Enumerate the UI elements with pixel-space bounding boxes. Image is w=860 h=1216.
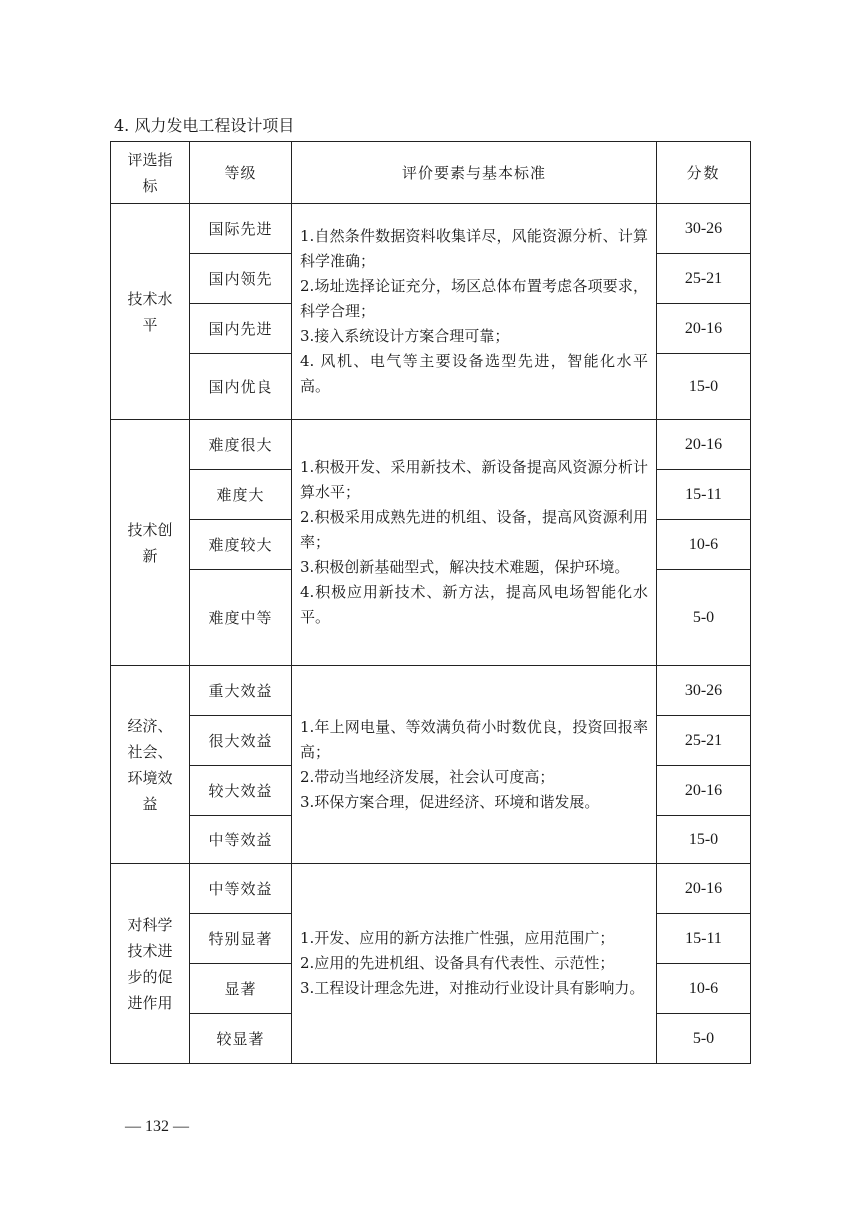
criteria-item: 2.应用的先进机组、设备具有代表性、示范性； [300, 954, 615, 972]
criteria-item: 3.环保方案合理，促进经济、环境和谐发展。 [300, 792, 600, 811]
header-indicator: 评选指标 [111, 142, 190, 204]
score-cell: 15-11 [657, 914, 751, 964]
grade-cell: 较显著 [190, 1014, 292, 1064]
criteria-item: 1.开发、应用的新方法推广性强，应用范围广； [300, 929, 615, 947]
criteria-item: 2.场址选择论证充分，场区总体布置考虑各项要求，科学合理； [300, 277, 648, 320]
indicator-cell: 对科学技术进步的促进作用 [111, 864, 190, 1064]
grade-cell: 国内优良 [190, 354, 292, 420]
criteria-cell [292, 666, 657, 864]
grade-cell: 显著 [190, 964, 292, 1014]
score-cell: 30-26 [657, 666, 751, 716]
score-cell: 20-16 [657, 766, 751, 816]
indicator-cell: 技术水平 [111, 204, 190, 420]
criteria-item: 3.工程设计理念先进，对推动行业设计具有影响力。 [300, 979, 645, 997]
score-cell: 15-0 [657, 354, 751, 420]
criteria-item: 1.自然条件数据资料收集详尽，风能资源分析、计算科学准确； [300, 227, 648, 270]
header-criteria: 评价要素与基本标准 [292, 142, 657, 204]
table-row [111, 666, 751, 716]
table-row [111, 420, 751, 470]
score-cell: 25-21 [657, 716, 751, 766]
grade-cell: 很大效益 [190, 716, 292, 766]
grade-cell: 难度较大 [190, 520, 292, 570]
score-cell: 25-21 [657, 254, 751, 304]
grade-cell: 难度很大 [190, 420, 292, 470]
evaluation-table [110, 141, 751, 1064]
criteria-item: 2.积极采用成熟先进的机组、设备，提高风资源利用率； [300, 508, 648, 551]
table-row [111, 204, 751, 254]
score-cell: 30-26 [657, 204, 751, 254]
score-cell: 20-16 [657, 304, 751, 354]
score-cell: 15-0 [657, 816, 751, 864]
grade-cell: 国内先进 [190, 304, 292, 354]
score-cell: 10-6 [657, 964, 751, 1014]
grade-cell: 难度大 [190, 470, 292, 520]
criteria-item: 3.积极创新基础型式，解决技术难题，保护环境。 [300, 558, 630, 576]
score-cell: 5-0 [657, 570, 751, 666]
criteria-item: 1.积极开发、采用新技术、新设备提高风资源分析计算水平； [300, 458, 648, 501]
section-heading: 4. 风力发电工程设计项目 [114, 116, 295, 135]
grade-cell: 较大效益 [190, 766, 292, 816]
table-header-row [111, 142, 751, 204]
table-row [111, 864, 751, 914]
grade-cell: 国内领先 [190, 254, 292, 304]
criteria-cell [292, 204, 657, 420]
table-body [111, 204, 751, 1064]
score-cell: 15-11 [657, 470, 751, 520]
header-grade: 等级 [190, 142, 292, 204]
indicator-cell: 技术创新 [111, 420, 190, 666]
score-cell: 5-0 [657, 1014, 751, 1064]
criteria-item: 3.接入系统设计方案合理可靠； [300, 327, 510, 345]
grade-cell: 特别显著 [190, 914, 292, 964]
grade-cell: 中等效益 [190, 816, 292, 864]
page-number: — 132 — [125, 1118, 189, 1135]
grade-cell: 重大效益 [190, 666, 292, 716]
header-score: 分数 [657, 142, 751, 204]
criteria-cell [292, 864, 657, 1064]
grade-cell: 国际先进 [190, 204, 292, 254]
criteria-cell [292, 420, 657, 666]
score-cell: 10-6 [657, 520, 751, 570]
score-cell: 20-16 [657, 864, 751, 914]
grade-cell: 中等效益 [190, 864, 292, 914]
grade-cell: 难度中等 [190, 570, 292, 666]
indicator-cell: 经济、社会、环境效益 [111, 666, 190, 864]
criteria-item: 4. 风机、电气等主要设备选型先进，智能化水平高。 [300, 352, 648, 395]
score-cell: 20-16 [657, 420, 751, 470]
criteria-item: 2.带动当地经济发展，社会认可度高； [300, 767, 555, 786]
criteria-item: 4.积极应用新技术、新方法，提高风电场智能化水平。 [300, 583, 648, 626]
criteria-item: 1.年上网电量、等效满负荷小时数优良，投资回报率高； [300, 717, 648, 761]
